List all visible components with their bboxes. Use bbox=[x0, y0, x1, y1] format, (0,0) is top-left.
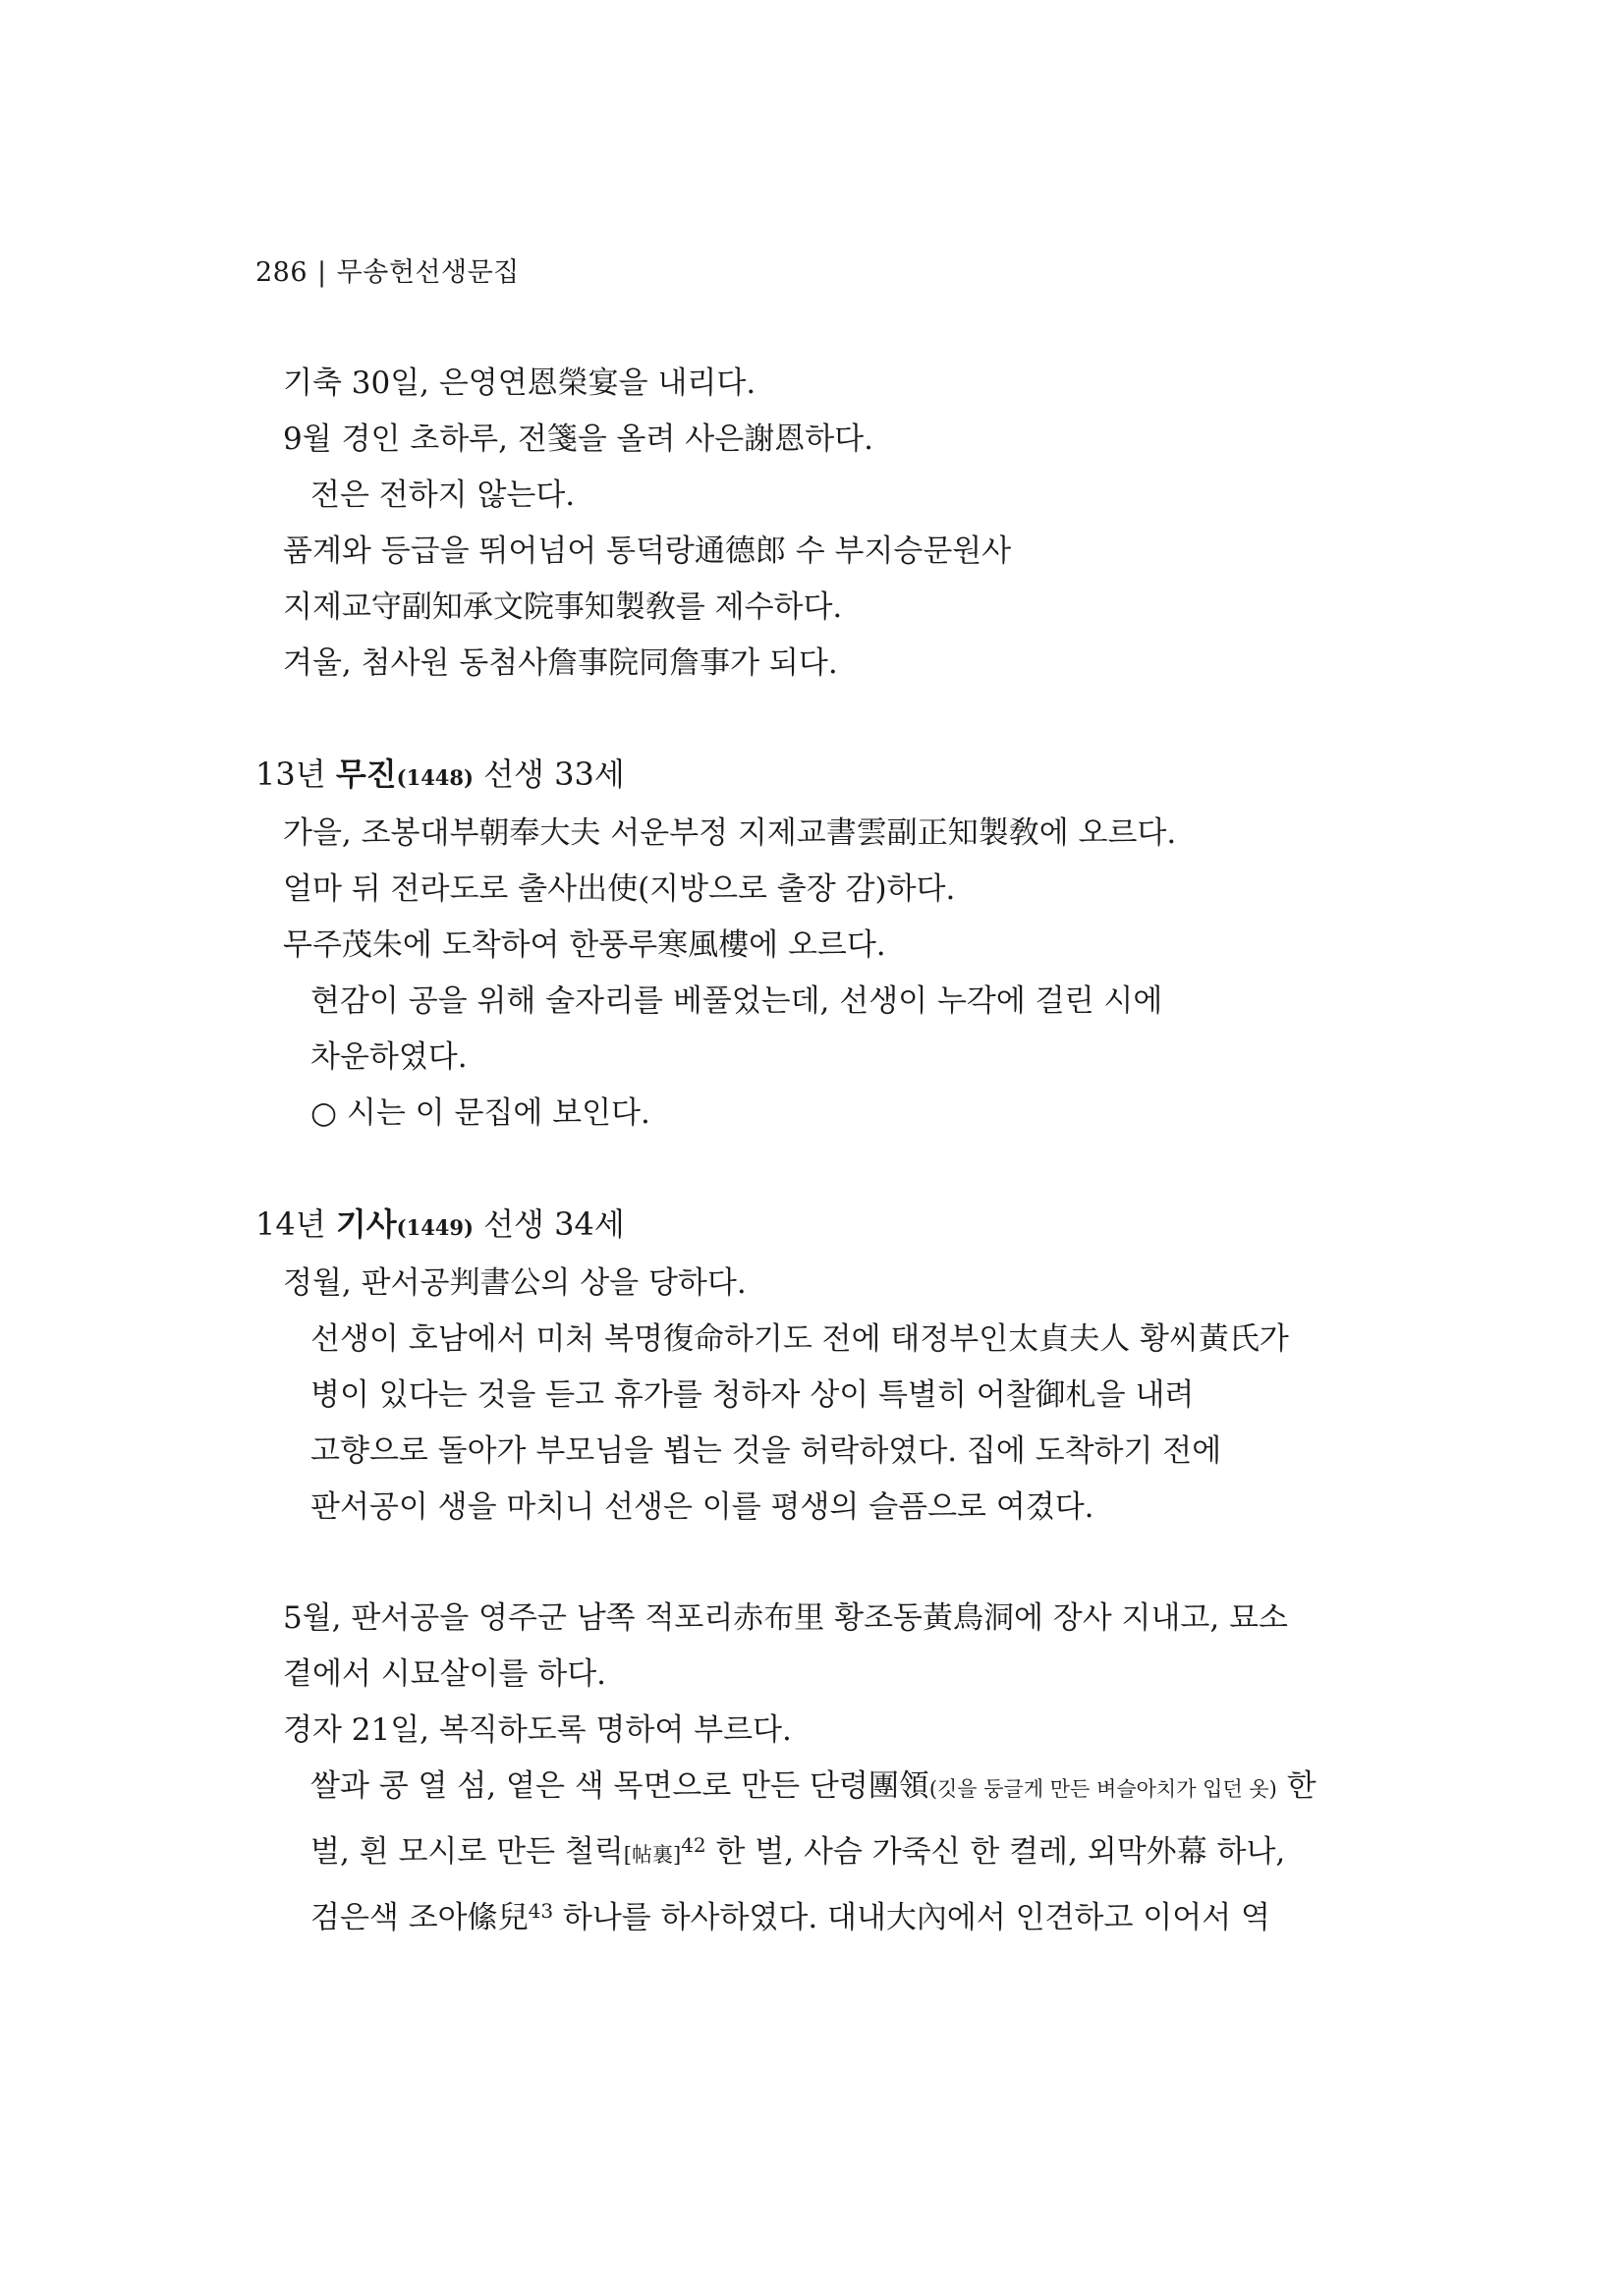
note-poem-reference: ○ 시는 이 문집에 보인다. bbox=[310, 1095, 650, 1131]
section-heading-13: 13년 무진(1448) 선생 33세 bbox=[255, 756, 625, 793]
heading-year: (1448) bbox=[396, 765, 474, 790]
gloss-note: (깃을 둥글게 만든 벼슬아치가 입던 옷) bbox=[928, 1777, 1277, 1801]
entry-appointment: 품계와 등급을 뛰어넘어 통덕랑通德郎 수 부지승문원사 지제교守副知承文院事知製敎를 제수하다. bbox=[283, 533, 1012, 625]
heading-ganji: 무진 bbox=[335, 756, 397, 793]
heading-year: (1449) bbox=[396, 1215, 474, 1240]
entry-banquet: 기축 30일, 은영연恩榮宴을 내리다. bbox=[283, 365, 756, 401]
book-title: 무송헌선생문집 bbox=[336, 257, 520, 288]
entry-winter: 겨울, 첨사원 동첨사詹事院同詹事가 되다. bbox=[283, 645, 838, 681]
note-banquet-poem: 현감이 공을 위해 술자리를 베풀었는데, 선생이 누각에 걸린 시에 차운하였다. bbox=[310, 983, 1163, 1075]
entry-memorial: 9월 경인 초하루, 전箋을 올려 사은謝恩하다. bbox=[283, 421, 873, 457]
running-header bbox=[255, 251, 520, 289]
header-separator: | bbox=[317, 257, 327, 288]
footnote-ref-42[interactable]: 42 bbox=[681, 1833, 706, 1857]
entry-mourning: 정월, 판서공判書公의 상을 당하다. bbox=[283, 1265, 747, 1301]
footnote-ref-43[interactable]: 43 bbox=[528, 1899, 554, 1923]
note-royal-gifts: 쌀과 콩 열 섬, 옅은 색 목면으로 만든 단령團領(깃을 둥글게 만든 벼슬아치가 입던 옷) 한 벌, 흰 모시로 만든 철릭[帖裏]$^{42}$ 한 벌, 사슴 가죽신 한 켤레, 외막外幕 하나, 검은색 조아絛兒$^{43}$ 하나를 하사하였다. 대내大內에서 인견하고 이어서 역 bbox=[310, 1768, 1316, 1935]
note-memorial-lost: 전은 전하지 않는다. bbox=[310, 477, 576, 513]
note-mourning-detail: 선생이 호남에서 미처 복명復命하기도 전에 태정부인太貞夫人 황씨黃氏가 병이 있다는 것을 듣고 휴가를 청하자 상이 특별히 어찰御札을 내려 고향으로 돌아가 부모님을 뵙는 것을 허락하였다. 집에 도착하기 전에 판서공이 생을 마치니 선생은 이를 평생의 슬픔으로 여겼다. bbox=[310, 1321, 1289, 1525]
entry-autumn: 가을, 조봉대부朝奉大夫 서운부정 지제교書雲副正知製敎에 오르다. bbox=[283, 815, 1177, 851]
entry-muju: 무주茂朱에 도착하여 한풍루寒風樓에 오르다. bbox=[283, 927, 886, 963]
section-heading-14: 14년 기사(1449) 선생 34세 bbox=[255, 1205, 625, 1243]
entry-recall: 경자 21일, 복직하도록 명하여 부르다. bbox=[283, 1712, 792, 1748]
entry-burial: 5월, 판서공을 영주군 남쪽 적포리赤布里 황조동黃鳥洞에 장사 지내고, 묘소 곁에서 시묘살이를 하다. bbox=[283, 1600, 1288, 1692]
entry-dispatch: 얼마 뒤 전라도로 출사出使(지방으로 출장 감)하다. bbox=[283, 871, 956, 907]
page-body bbox=[255, 356, 1316, 1946]
heading-ganji: 기사 bbox=[335, 1205, 397, 1243]
page-number: 286 bbox=[255, 257, 308, 288]
